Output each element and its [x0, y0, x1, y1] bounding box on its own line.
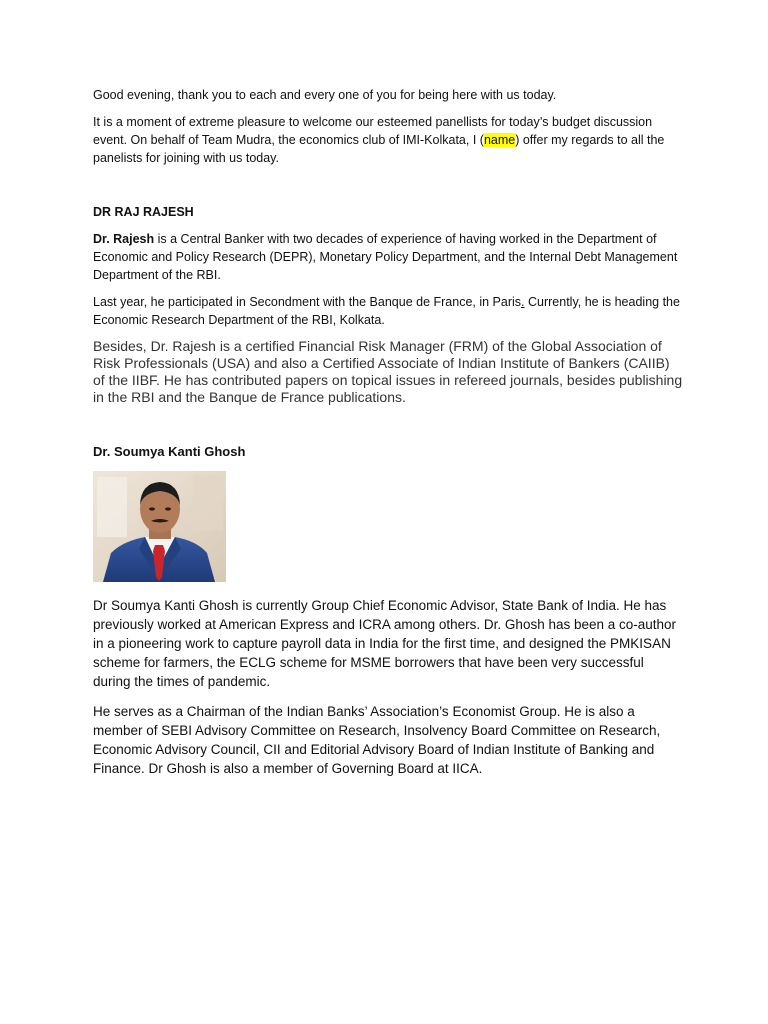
- rajesh-bio-2-after: Currently, he is heading the Economic Research Department of the RBI, Kolkata.: [93, 295, 680, 327]
- welcome-text-before: It is a moment of extreme pleasure to welcome our esteemed panellists for today’s budget discussion event. On behalf of Team Mudra, the economics club of IMI-Kolkata, I (: [93, 115, 653, 147]
- welcome-paragraph: [93, 113, 683, 167]
- rajesh-bio-paragraph-3: Besides, Dr. Rajesh is a certified Financial Risk Manager (FRM) of the Global Association of Risk Professionals (USA) and also a Certified Associate of Indian Institute of Bankers (CAIIB) of the IIBF. He has contributed papers on topical issues in refereed journals, besides publishing in the RBI and the Banque de France publications.: [93, 338, 683, 405]
- ghosh-bio-paragraph-2: He serves as a Chairman of the Indian Banks’ Association’s Economist Group. He is also a member of SEBI Advisory Committee on Research, Insolvency Board Committee on Research, Economic Advisory Council, CII and Editorial Advisory Board of Indian Institute of Banking and Finance. Dr Ghosh is also a member of Governing Board at IICA.: [93, 704, 661, 776]
- welcome-text-after: ) offer my regards to all the panelists for joining with us today.: [93, 133, 665, 165]
- rajesh-bio-1-text: is a Central Banker with two decades of experience of having worked in the Department of Economic and Policy Research (DEPR), Monetary Policy Department, and the Internal Debt Management Department of the RBI.: [93, 232, 678, 282]
- rajesh-bio-2-underlined: .: [521, 295, 525, 309]
- rajesh-bio-paragraph-1: [93, 230, 683, 284]
- rajesh-bio-paragraph-2: [93, 293, 683, 329]
- rajesh-name-bold: Dr. Rajesh: [93, 232, 155, 246]
- rajesh-bio-2-before: Last year, he participated in Secondment with the Banque de France, in Paris: [93, 295, 522, 309]
- document-page: [93, 86, 683, 778]
- ghosh-portrait-photo: [93, 471, 226, 582]
- name-placeholder-highlight: name: [483, 133, 516, 147]
- greeting-paragraph: Good evening, thank you to each and every one of you for being here with us today.: [93, 88, 557, 102]
- ghosh-bio-paragraph-1: Dr Soumya Kanti Ghosh is currently Group Chief Economic Advisor, State Bank of India. He has previously worked at American Express and ICRA among others. Dr. Ghosh has been a co-author in a pioneering work to capture payroll data in India for the first time, and designed the PMKISAN scheme for farmers, the ECLG scheme for MSME borrowers that have been very successful during the times of pandemic.: [93, 598, 677, 689]
- rajesh-heading: DR RAJ RAJESH: [93, 205, 194, 219]
- ghosh-heading: Dr. Soumya Kanti Ghosh: [93, 444, 246, 459]
